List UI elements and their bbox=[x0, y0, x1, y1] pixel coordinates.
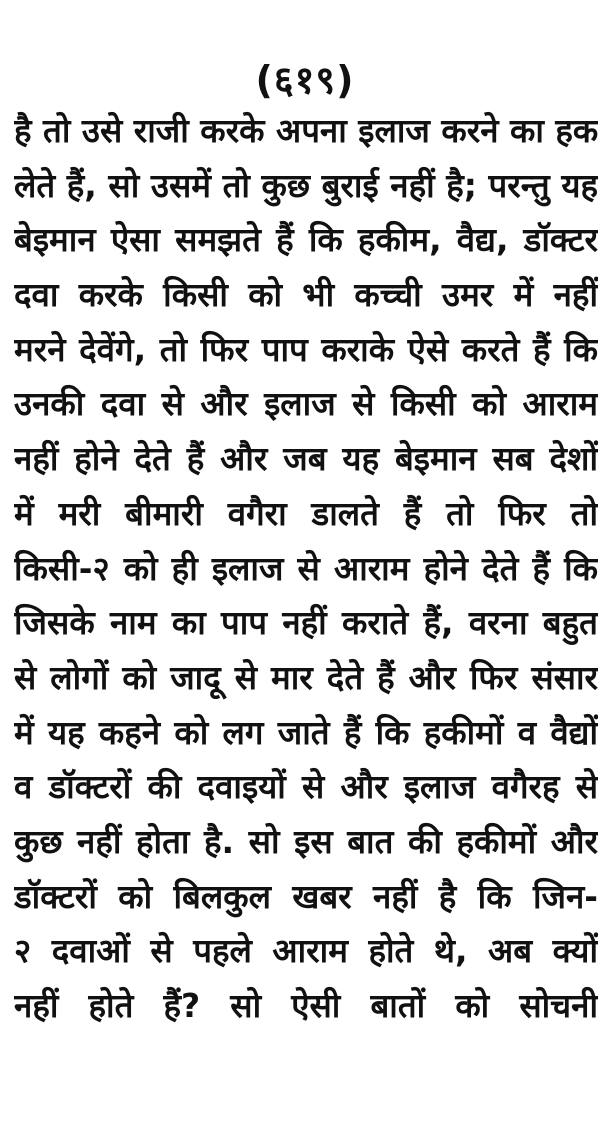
text-line-6: उनकी दवा से और इलाज से किसी को आराम bbox=[14, 384, 598, 424]
text-line-12: में यह कहने को लग जाते हैं कि हकीमों व वैद्यों bbox=[14, 712, 598, 752]
text-line-17: नहीं होते हैं? सो ऐसी बातों को सोचनी bbox=[14, 986, 598, 1025]
text-line-1: है तो उसे राजी करके अपना इलाज करने का हक bbox=[14, 111, 598, 150]
text-line-16: २ दवाओं से पहले आराम होते थे, अब क्यों bbox=[14, 931, 598, 971]
text-line-5: मरने देवेंगे, तो फिर पाप कराके ऐसे करते हैं कि bbox=[14, 329, 598, 369]
text-line-7: नहीं होने देते हैं और जब यह बेइमान सब देशों bbox=[14, 439, 598, 479]
text-line-15: डॉक्टरों को बिलकुल खबर नहीं है कि जिन- bbox=[14, 876, 598, 916]
text-line-9: किसी-२ को ही इलाज से आराम होने देते हैं कि bbox=[14, 548, 598, 588]
text-line-4: दवा करके किसी को भी कच्ची उमर में नहीं bbox=[14, 275, 598, 315]
text-line-10: जिसके नाम का पाप नहीं कराते हैं, वरना बहुत bbox=[14, 603, 598, 643]
text-line-11: से लोगों को जादू से मार देते हैं और फिर संसार bbox=[14, 657, 598, 697]
text-line-13: व डॉक्टरों की दवाइयों से और इलाज वगैरह से bbox=[14, 767, 598, 807]
text-line-8: में मरी बीमारी वगैरा डालते हैं तो फिर तो bbox=[14, 493, 598, 533]
body-text bbox=[14, 104, 598, 1034]
text-line-3: बेइमान ऐसा समझते हैं कि हकीम, वैद्य, डॉक्टर bbox=[14, 220, 598, 260]
page-number: (६१९) bbox=[255, 58, 355, 102]
text-line-14: कुछ नहीं होता है. सो इस बात की हकीमों और bbox=[14, 821, 598, 861]
text-line-2: लेते हैं, सो उसमें तो कुछ बुराई नहीं है; परन्तु यह bbox=[14, 165, 598, 205]
